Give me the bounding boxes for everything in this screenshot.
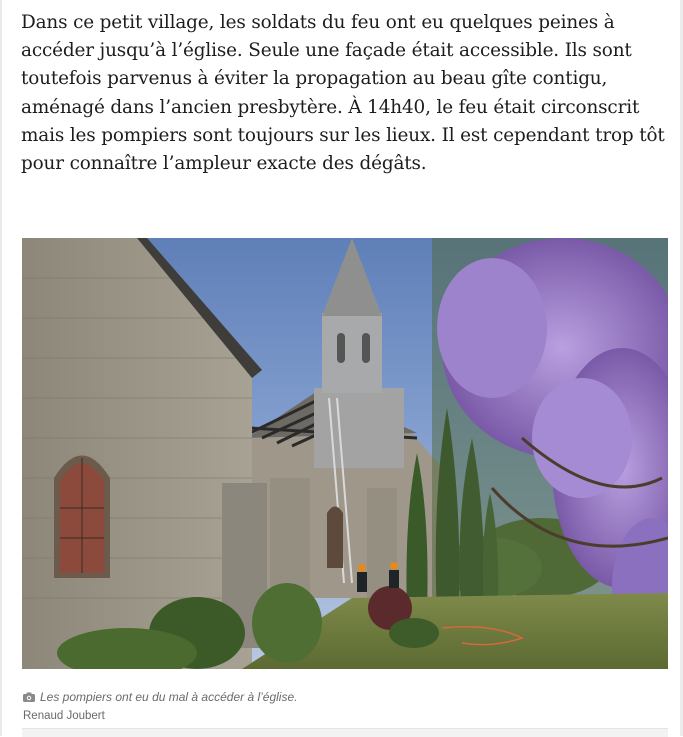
photo-credit: Renaud Joubert xyxy=(23,710,105,722)
article-paragraph: Dans ce petit village, les soldats du feu ont eu quelques peines à accéder jusqu’à l’église. Seule une façade était accessible. Ils sont toutefois parvenus à éviter la propagation au beau gîte contigu, aménagé dans l’ancien presbytère. À 14h40, le feu était circonscrit mais les pompiers sont toujours sur les lieux. Il est cependant trop tôt pour connaître l’ampleur exacte des dégâts. xyxy=(21,12,665,175)
camera-icon xyxy=(23,692,35,702)
church-fire-photo xyxy=(22,238,668,669)
page-left-border xyxy=(0,0,2,736)
article-photo[interactable] xyxy=(22,238,668,669)
photo-caption xyxy=(23,689,297,705)
photo-caption-text: Les pompiers ont eu du mal à accéder à l’église. xyxy=(40,690,298,704)
